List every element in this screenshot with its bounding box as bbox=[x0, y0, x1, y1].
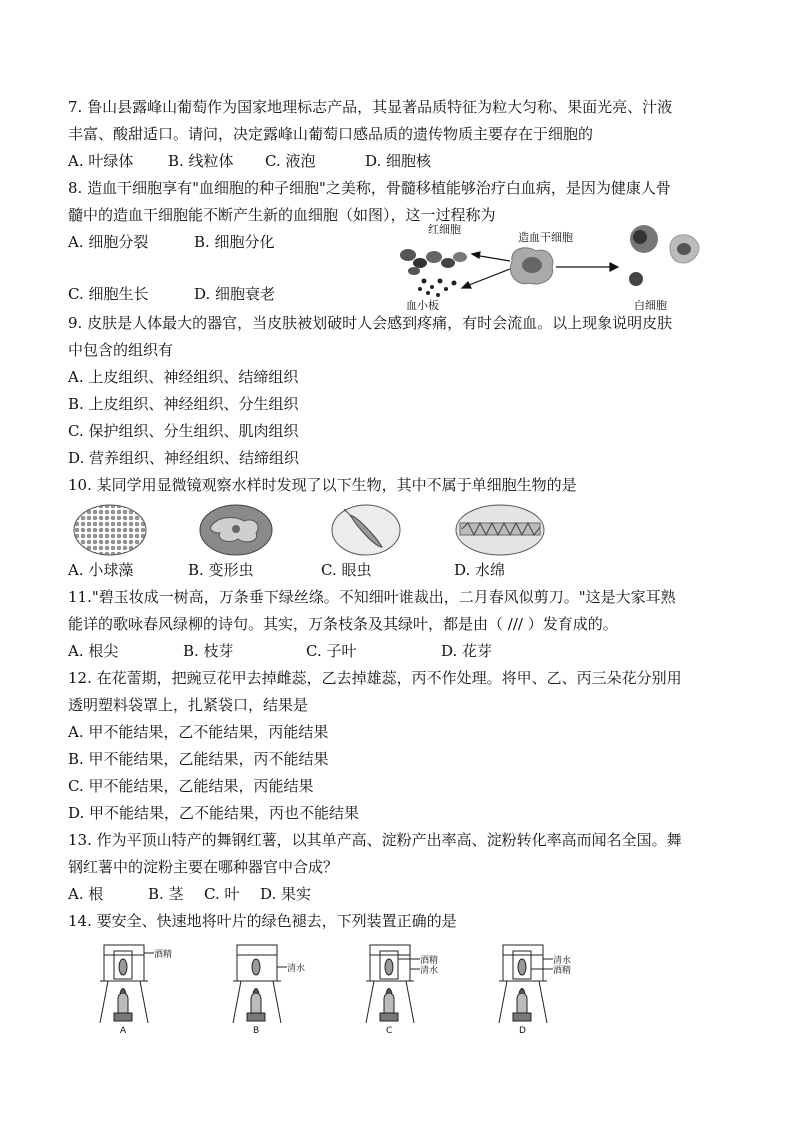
q12-option-d: D. 甲不能结果，乙不能结果，丙也不能结果 bbox=[68, 804, 360, 822]
q10-stem-line-1: 10. 某同学用显微镜观察水样时发现了以下生物，其中不属于单细胞生物的是 bbox=[68, 476, 577, 494]
q13-option-a: A. 根 bbox=[68, 885, 104, 903]
q10-option-b: B. 变形虫 bbox=[188, 561, 254, 579]
q10-option-a: A. 小球藻 bbox=[68, 561, 134, 579]
stem-cell-image bbox=[510, 248, 552, 284]
platelet-label: 血小板 bbox=[406, 299, 439, 311]
q14-stem-line-1: 14. 要安全、快速地将叶片的绿色褪去，下列装置正确的是 bbox=[68, 912, 457, 930]
q7-stem-line-2: 丰富、酸甜适口。请问，决定露峰山葡萄口感品质的遗传物质主要存在于细胞的 bbox=[68, 125, 594, 143]
q11-option-d: D. 花芽 bbox=[441, 642, 493, 660]
q7-options bbox=[68, 148, 728, 175]
q10-option-c: C. 眼虫 bbox=[321, 561, 372, 579]
q8-option-d: D. 细胞衰老 bbox=[194, 285, 276, 303]
q7-option-b: B. 线粒体 bbox=[168, 152, 234, 170]
red-cell-label: 红细胞 bbox=[428, 223, 461, 236]
q7-stem-line-1: 7. 鲁山县露峰山葡萄作为国家地理标志产品，其显著品质特征为粒大匀称、果面光亮、汁液 bbox=[68, 98, 673, 116]
apparatus-a-letter: A bbox=[120, 1026, 127, 1035]
q11-option-b: B. 枝芽 bbox=[183, 642, 234, 660]
q13-option-c: C. 叶 bbox=[204, 885, 240, 903]
euglena-image bbox=[326, 503, 454, 557]
q12-option-b: B. 甲不能结果，乙能结果，丙不能结果 bbox=[68, 750, 329, 768]
q7-option-a: A. 叶绿体 bbox=[68, 152, 134, 170]
apparatus-d-label-1: 清水 bbox=[553, 956, 572, 966]
apparatus-c-letter: C bbox=[386, 1026, 393, 1035]
q11-stem-line-2: 能详的歌咏春风绿柳的诗句。其实，万条枝条及其绿叶，都是由（ /// ）发育成的。 bbox=[68, 615, 618, 633]
apparatus-c-label-1: 酒精 bbox=[420, 956, 439, 966]
white-blood-cells-image bbox=[629, 225, 699, 286]
q11-options bbox=[68, 638, 728, 665]
q11-option-c: C. 子叶 bbox=[306, 642, 357, 660]
q10-option-d: D. 水绵 bbox=[454, 561, 506, 579]
q8-option-a: A. 细胞分裂 bbox=[68, 233, 149, 251]
apparatus-b bbox=[231, 943, 364, 1035]
apparatus-d-letter: D bbox=[519, 1026, 526, 1035]
exam-page bbox=[68, 94, 728, 1035]
q10-organism-images bbox=[68, 503, 728, 557]
q9-option-a: A. 上皮组织、神经组织、结缔组织 bbox=[68, 368, 299, 386]
apparatus-b-letter: B bbox=[253, 1026, 260, 1035]
apparatus-d bbox=[497, 943, 630, 1035]
apparatus-c-label-2: 清水 bbox=[420, 966, 439, 976]
q13-option-b: B. 茎 bbox=[148, 885, 184, 903]
apparatus-d-label-2: 酒精 bbox=[553, 966, 572, 976]
q8-options-row-2 bbox=[68, 281, 275, 308]
chlorella-image bbox=[68, 503, 198, 557]
q13-option-d: D. 果实 bbox=[260, 885, 312, 903]
q9-stem-line-1: 9. 皮肤是人体最大的器官，当皮肤被划破时人会感到疼痛，有时会流血。以上现象说明皮肤 bbox=[68, 314, 673, 332]
platelets-image bbox=[418, 279, 457, 298]
q8-stem-line-1: 8. 造血干细胞享有"血细胞的种子细胞"之美称，骨髓移植能够治疗白血病，是因为健康人骨 bbox=[68, 179, 671, 197]
q12-option-a: A. 甲不能结果，乙不能结果，丙能结果 bbox=[68, 723, 329, 741]
q9-option-b: B. 上皮组织、神经组织、分生组织 bbox=[68, 395, 299, 413]
hematopoiesis-figure bbox=[394, 217, 728, 311]
spirogyra-image bbox=[454, 503, 582, 557]
q9-stem-line-2: 中包含的组织有 bbox=[68, 341, 174, 359]
stem-cell-label: 造血干细胞 bbox=[518, 231, 573, 244]
q7-option-d: D. 细胞核 bbox=[365, 152, 432, 170]
q8-options-row-1 bbox=[68, 229, 275, 256]
q13-stem-line-2: 钢红薯中的淀粉主要在哪种器官中合成？ bbox=[68, 858, 339, 876]
q12-option-c: C. 甲不能结果，乙能结果，丙能结果 bbox=[68, 777, 314, 795]
q9-option-d: D. 营养组织、神经组织、结缔组织 bbox=[68, 449, 300, 467]
apparatus-b-label-1: 清水 bbox=[287, 964, 306, 974]
q12-stem-line-2: 透明塑料袋罩上，扎紧袋口，结果是 bbox=[68, 696, 309, 714]
white-cell-label: 白细胞 bbox=[634, 299, 667, 311]
q11-option-a: A. 根尖 bbox=[68, 642, 119, 660]
q8-stem-line-2: 髓中的造血干细胞能不断产生新的血细胞（如图），这一过程称为 bbox=[68, 206, 496, 224]
q8-options-and-figure bbox=[68, 223, 728, 311]
q8-option-b: B. 细胞分化 bbox=[194, 233, 275, 251]
q12-stem-line-1: 12. 在花蕾期，把豌豆花甲去掉雌蕊，乙去掉雄蕊，丙不作处理。将甲、乙、丙三朵花分别用 bbox=[68, 669, 682, 687]
apparatus-c bbox=[364, 943, 497, 1035]
red-blood-cells-image bbox=[400, 249, 467, 275]
q7-option-c: C. 液泡 bbox=[265, 152, 316, 170]
q9-option-c: C. 保护组织、分生组织、肌肉组织 bbox=[68, 422, 299, 440]
q13-stem-line-1: 13. 作为平顶山特产的舞钢红薯，以其单产高、淀粉产出率高、淀粉转化率高而闻名全国。舞 bbox=[68, 831, 682, 849]
q14-apparatus-row bbox=[98, 943, 728, 1035]
q10-options bbox=[68, 557, 728, 584]
amoeba-image bbox=[198, 503, 326, 557]
q13-options bbox=[68, 881, 728, 908]
apparatus-a bbox=[98, 943, 231, 1035]
q8-option-c: C. 细胞生长 bbox=[68, 285, 149, 303]
q11-stem-line-1: 11."碧玉妆成一树高，万条垂下绿丝绦。不知细叶谁裁出，二月春风似剪刀。"这是大家耳熟 bbox=[68, 588, 676, 606]
apparatus-a-label-1: 酒精 bbox=[154, 950, 173, 960]
